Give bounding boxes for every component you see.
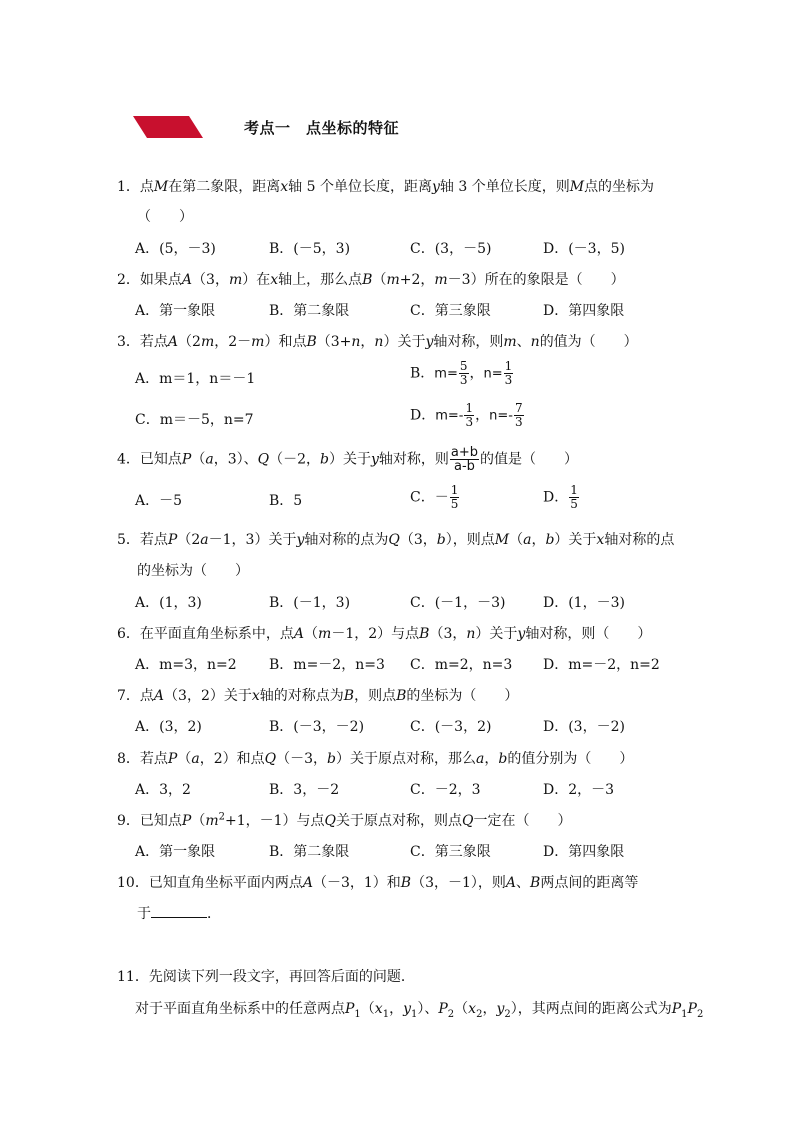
q8-option-a: A．3，2 — [135, 782, 191, 798]
q5-option-a: A．(1，3) — [135, 595, 202, 611]
question-3: 3．若点A（2m，2－m）和点B（3+n，n）关于y轴对称，则m、n的值为（ ） — [117, 334, 638, 350]
q7-option-d: D．(3，－2) — [543, 719, 625, 735]
q4-option-d: D． $\frac{1}{5}$ — [543, 483, 578, 511]
q8-option-c: C．－2，3 — [410, 782, 481, 798]
q1-option-b: B．(－5，3) — [269, 241, 351, 257]
q5-option-c: C．(－1，－3) — [410, 595, 506, 611]
q8-option-b: B．3，－2 — [269, 782, 340, 798]
q4-option-a: A．－5 — [135, 493, 183, 509]
question-9: 9．已知点$P(m^2+1$，－1）与点Q关于原点对称，则点Q一定在（ ） — [117, 811, 572, 829]
q3-option-b: B．m= $\frac{5}{3}$ ，n= $\frac{1}{3}$ — [410, 359, 513, 387]
question-8: 8．若点P（a，2）和点Q（－3，b）关于原点对称，那么a，b的值分别为（ ） — [117, 751, 634, 767]
q7-option-c: C．(－3，2) — [410, 719, 492, 735]
q4-option-c: C．－ $\frac{1}{5}$ — [410, 483, 459, 511]
question-11-body: 对于平面直角坐标系中的任意两点$P_1(x_1$，$y_1$）、$P_2(x_2$，$y_2$），其两点间的距离公式为$P_1P_2$ — [135, 1001, 704, 1020]
question-2: 2．如果点A（3，m）在x轴上，那么点B（m+2，m－3）所在的象限是（ ） — [117, 272, 625, 288]
q5-option-b: B．(－1，3) — [269, 595, 351, 611]
section-title: 考点一 点坐标的特征 — [244, 119, 400, 137]
q1-option-c: C．(3，－5) — [410, 241, 492, 257]
q3-option-a: A．m＝1，n＝－1 — [135, 371, 256, 387]
q5-option-d: D．(1，－3) — [543, 595, 625, 611]
q9-option-d: D．第四象限 — [543, 844, 625, 860]
q9-option-c: C．第三象限 — [410, 844, 491, 860]
question-1: 1．点M在第二象限，距离x轴 5 个单位长度，距离y轴 3 个单位长度，则M点的坐标为 — [117, 179, 655, 195]
question-10: 10．已知直角坐标平面内两点A（－3，1）和B（3，－1），则A、B两点间的距离等 — [117, 875, 639, 891]
question-7: 7．点A（3，2）关于x轴的对称点为B，则点B的坐标为（ ） — [117, 688, 519, 704]
q9-option-a: A．第一象限 — [135, 844, 216, 860]
section-banner-shape — [133, 116, 203, 138]
q6-option-a: A．m=3，n=2 — [135, 657, 237, 673]
q1-option-d: D．(－3，5) — [543, 241, 625, 257]
q8-option-d: D．2，－3 — [543, 782, 615, 798]
q2-option-c: C．第三象限 — [410, 303, 491, 319]
q2-option-d: D．第四象限 — [543, 303, 625, 319]
q7-option-b: B．(－3，－2) — [269, 719, 365, 735]
question-5-cont: 的坐标为（ ） — [137, 563, 249, 579]
question-10-cont: 于 ． — [137, 906, 221, 922]
q6-option-c: C．m=2，n=3 — [410, 657, 513, 673]
question-11: 11．先阅读下列一段文字，再回答后面的问题． — [117, 969, 415, 985]
answer-blank[interactable] — [151, 905, 207, 918]
q6-option-b: B．m=－2，n=3 — [269, 657, 385, 673]
question-5: 5．若点P（2a－1，3）关于y轴对称的点为Q（3，b），则点M（a，b）关于x轴对称的点 — [117, 532, 675, 548]
question-4: 4．已知点P（a，3）、Q（－2，b）关于y轴对称，则 $\frac{a+b}{a-b}$ 的值是（ ） — [117, 445, 579, 474]
q2-option-b: B．第二象限 — [269, 303, 350, 319]
q2-option-a: A．第一象限 — [135, 303, 216, 319]
q3-option-d: D．m=- $\frac{1}{3}$ ，n=- $\frac{7}{3}$ — [410, 401, 523, 429]
question-1-paren: （ ） — [137, 209, 193, 225]
q4-option-b: B．5 — [269, 493, 303, 509]
q6-option-d: D．m=－2，n=2 — [543, 657, 660, 673]
q3-option-c: C．m＝－5，n=7 — [135, 412, 254, 428]
q9-option-b: B．第二象限 — [269, 844, 350, 860]
q7-option-a: A．(3，2) — [135, 719, 202, 735]
question-6: 6．在平面直角坐标系中，点A（m－1，2）与点B（3，n）关于y轴对称，则（ ） — [117, 626, 652, 642]
q1-option-a: A．(5，－3) — [135, 241, 216, 257]
